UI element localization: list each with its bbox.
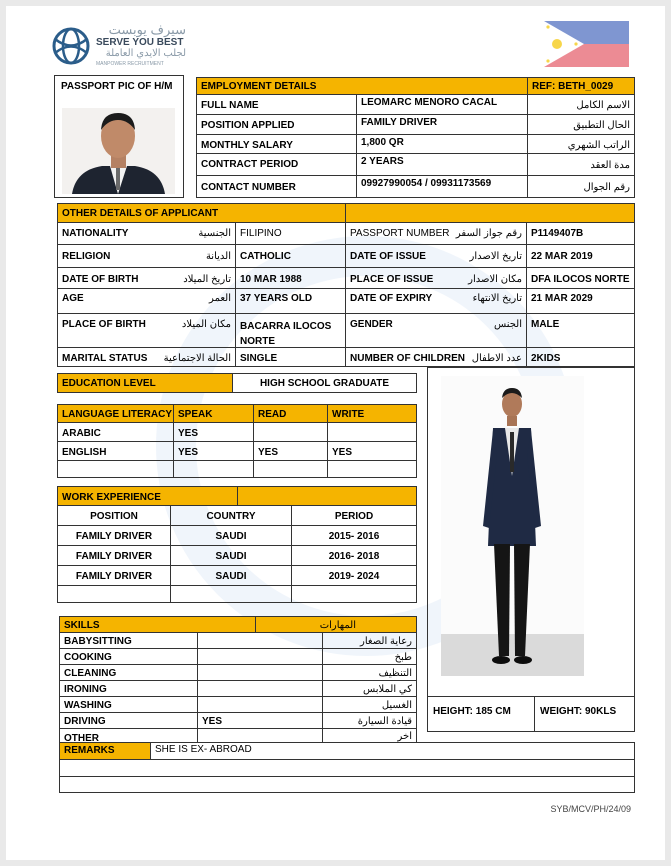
- full-name-value: LEOMARC MENORO CACAL: [356, 94, 528, 115]
- full-body-photo: [441, 376, 584, 676]
- passport-number-label: PASSPORT NUMBER رقم جواز السفر: [345, 222, 527, 245]
- other-details-header: OTHER DETAILS OF APPLICANT: [57, 203, 346, 223]
- skill-driving-value: YES: [197, 712, 323, 729]
- measures-divider: [534, 696, 535, 732]
- contract-period-value: 2 YEARS: [356, 153, 528, 176]
- work-row-empty-country: [170, 585, 292, 603]
- number-of-children-label: NUMBER OF CHILDREN عدد الاطفال: [345, 347, 527, 367]
- contact-number-value: 09927990054 / 09931173569: [356, 175, 528, 198]
- nationality-label: NATIONALITY الجنسية: [57, 222, 236, 245]
- skill-ironing-value: [197, 680, 323, 697]
- position-applied-value: FAMILY DRIVER: [356, 114, 528, 135]
- place-of-issue-arabic: مكان الاصدار: [468, 274, 522, 285]
- height-value: HEIGHT: 185 CM: [433, 706, 511, 717]
- monthly-salary-label: MONTHLY SALARY: [196, 134, 357, 154]
- english-speak: YES: [173, 441, 254, 461]
- date-of-birth-arabic: تاريخ الميلاد: [183, 274, 231, 285]
- weight-value: WEIGHT: 90KLS: [540, 706, 617, 717]
- skills-header-arabic: المهارات: [255, 616, 417, 633]
- gender-label: GENDER الجنس: [345, 313, 527, 348]
- language-header-literacy: LANGUAGE LITERACY: [57, 404, 174, 423]
- place-of-birth-label: PLACE OF BIRTH مكان الميلاد: [57, 313, 236, 348]
- arabic-write: [327, 422, 417, 442]
- remarks-line-3: [59, 776, 635, 793]
- full-name-label: FULL NAME: [196, 94, 357, 115]
- marital-status-arabic: الحالة الاجتماعية: [163, 353, 231, 364]
- footer-code: SYB/MCV/PH/24/09: [550, 804, 631, 814]
- position-applied-label: POSITION APPLIED: [196, 114, 357, 135]
- skill-other-arabic: اخر: [322, 728, 417, 743]
- arabic-read: [253, 422, 328, 442]
- nationality-value: FILIPINO: [235, 222, 346, 245]
- english-write: YES: [327, 441, 417, 461]
- skill-driving-label: DRIVING: [59, 712, 198, 729]
- other-details-header-blank: [345, 203, 635, 223]
- date-of-issue-value: 22 MAR 2019: [526, 244, 635, 268]
- place-of-issue-value: DFA ILOCOS NORTE: [526, 267, 635, 289]
- position-applied-arabic: الحال التطبيق: [527, 114, 635, 135]
- skill-washing-value: [197, 696, 323, 713]
- work-row-2-period: 2016- 2018: [291, 545, 417, 566]
- skill-washing-label: WASHING: [59, 696, 198, 713]
- skill-washing-arabic: الغسيل: [322, 696, 417, 713]
- reference-number: REF: BETH_0029: [527, 77, 635, 95]
- number-of-children-arabic: عدد الاطفال: [471, 353, 522, 364]
- work-row-1-country: SAUDI: [170, 525, 292, 546]
- work-row-3-country: SAUDI: [170, 565, 292, 586]
- skill-babysitting-arabic: رعاية الصغار: [322, 632, 417, 649]
- skill-cooking-arabic: طبخ: [322, 648, 417, 665]
- skill-babysitting-label: BABYSITTING: [59, 632, 198, 649]
- employment-details-header: EMPLOYMENT DETAILS: [196, 77, 528, 95]
- cv-page: [6, 6, 665, 860]
- contract-period-label: CONTRACT PERIOD: [196, 153, 357, 176]
- religion-value: CATHOLIC: [235, 244, 346, 268]
- remarks-line-2: [59, 759, 635, 777]
- language-empty-read: [253, 460, 328, 478]
- date-of-expiry-label: DATE OF EXPIRY تاريخ الانتهاء: [345, 288, 527, 314]
- place-of-issue-label: PLACE OF ISSUE مكان الاصدار: [345, 267, 527, 289]
- skill-cooking-label: COOKING: [59, 648, 198, 665]
- date-of-expiry-arabic: تاريخ الانتهاء: [472, 293, 522, 304]
- age-arabic: العمر: [209, 293, 231, 304]
- full-name-arabic: الاسم الكامل: [527, 94, 635, 115]
- skill-other-label: OTHER: [59, 728, 198, 743]
- work-row-empty-period: [291, 585, 417, 603]
- logo-arabic: سيرف يوبست: [108, 22, 186, 37]
- passport-pic-label: PASSPORT PIC OF H/M: [61, 81, 173, 92]
- work-row-1-period: 2015- 2016: [291, 525, 417, 546]
- work-row-3-period: 2019- 2024: [291, 565, 417, 586]
- work-header-country: COUNTRY: [170, 505, 292, 526]
- language-row-empty: [57, 460, 174, 478]
- work-row-empty-position: [57, 585, 171, 603]
- contact-number-label: CONTACT NUMBER: [196, 175, 357, 198]
- religion-label: RELIGION الديانة: [57, 244, 236, 268]
- skill-cooking-value: [197, 648, 323, 665]
- passport-number-arabic: رقم جواز السفر: [455, 228, 522, 239]
- age-value: 37 YEARS OLD: [235, 288, 346, 314]
- language-empty-write: [327, 460, 417, 478]
- education-level-label: EDUCATION LEVEL: [57, 373, 233, 393]
- work-row-1-position: FAMILY DRIVER: [57, 525, 171, 546]
- education-level-value: HIGH SCHOOL GRADUATE: [232, 373, 417, 393]
- place-of-birth-arabic: مكان الميلاد: [181, 319, 231, 330]
- contact-number-arabic: رقم الجوال: [527, 175, 635, 198]
- skill-babysitting-value: [197, 632, 323, 649]
- measures-box: [427, 696, 635, 732]
- language-row-arabic: ARABIC: [57, 422, 174, 442]
- skill-ironing-arabic: كي الملابس: [322, 680, 417, 697]
- monthly-salary-arabic: الراتب الشهري: [527, 134, 635, 154]
- gender-arabic: الجنس: [493, 319, 522, 330]
- philippines-flag-icon: [544, 21, 629, 67]
- number-of-children-value: 2KIDS: [526, 347, 635, 367]
- language-empty-speak: [173, 460, 254, 478]
- contract-period-arabic: مدة العقد: [527, 153, 635, 176]
- skill-other-value: [197, 728, 323, 743]
- work-row-3-position: FAMILY DRIVER: [57, 565, 171, 586]
- date-of-issue-label: DATE OF ISSUE تاريخ الاصدار: [345, 244, 527, 268]
- skill-ironing-label: IRONING: [59, 680, 198, 697]
- passport-number-value: P1149407B: [526, 222, 635, 245]
- date-of-issue-arabic: تاريخ الاصدار: [469, 251, 522, 262]
- skill-driving-arabic: قيادة السيارة: [322, 712, 417, 729]
- remarks-label: REMARKS: [59, 742, 151, 760]
- skill-cleaning-value: [197, 664, 323, 681]
- work-experience-header: WORK EXPERIENCE: [57, 486, 238, 506]
- arabic-speak: YES: [173, 422, 254, 442]
- nationality-arabic: الجنسية: [198, 228, 231, 239]
- work-row-2-country: SAUDI: [170, 545, 292, 566]
- place-of-birth-value: BACARRA ILOCOS NORTE: [235, 313, 346, 348]
- logo-name: SERVE YOU BEST: [96, 37, 184, 48]
- gender-value: MALE: [526, 313, 635, 348]
- skills-header: SKILLS: [59, 616, 256, 633]
- company-logo-icon: [51, 24, 91, 68]
- passport-photo: [62, 108, 175, 194]
- language-header-write: WRITE: [327, 404, 417, 423]
- skill-cleaning-arabic: التنظيف: [322, 664, 417, 681]
- language-header-read: READ: [253, 404, 328, 423]
- religion-arabic: الديانة: [205, 251, 231, 262]
- monthly-salary-value: 1,800 QR: [356, 134, 528, 154]
- age-label: AGE العمر: [57, 288, 236, 314]
- work-header-period: PERIOD: [291, 505, 417, 526]
- english-read: YES: [253, 441, 328, 461]
- work-row-2-position: FAMILY DRIVER: [57, 545, 171, 566]
- work-experience-header-blank: [237, 486, 417, 506]
- work-header-position: POSITION: [57, 505, 171, 526]
- marital-status-value: SINGLE: [235, 347, 346, 367]
- skill-cleaning-label: CLEANING: [59, 664, 198, 681]
- date-of-birth-label: DATE OF BIRTH تاريخ الميلاد: [57, 267, 236, 289]
- logo-tagline: MANPOWER RECRUITMENT: [96, 61, 164, 67]
- language-header-speak: SPEAK: [173, 404, 254, 423]
- logo-arabic-sub: لجلب الايدي العاملة: [105, 48, 186, 59]
- date-of-expiry-value: 21 MAR 2029: [526, 288, 635, 314]
- language-row-english: ENGLISH: [57, 441, 174, 461]
- marital-status-label: MARITAL STATUS الحالة الاجتماعية: [57, 347, 236, 367]
- date-of-birth-value: 10 MAR 1988: [235, 267, 346, 289]
- remarks-value: SHE IS EX- ABROAD: [150, 742, 635, 760]
